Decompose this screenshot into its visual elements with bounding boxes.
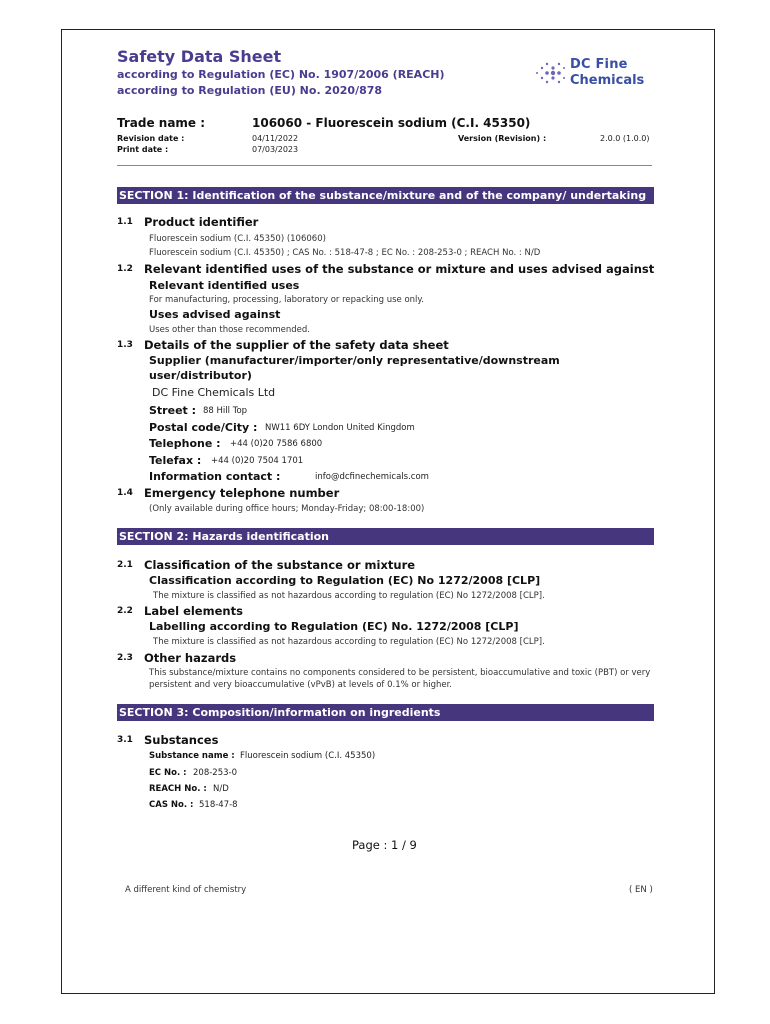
version-label: Version (Revision) : (458, 134, 547, 143)
subheading: Labelling according to Regulation (EC) No. 1272/2008 [CLP] (149, 620, 519, 633)
section-number: 1.2 (117, 264, 133, 274)
section-number: 2.1 (117, 560, 133, 570)
regulation-eu: according to Regulation (EU) No. 2020/878 (117, 84, 383, 97)
company-logo-icon (534, 60, 568, 86)
print-date-label: Print date : (117, 145, 169, 154)
body-text: This substance/mixture contains no components considered to be persistent, bioaccumulative and toxic (PBT) or very (149, 668, 651, 678)
telephone-value: +44 (0)20 7586 6800 (230, 439, 323, 449)
body-text: The mixture is classified as not hazardous according to regulation (EC) No 1272/2008 [CLP]. (153, 591, 545, 601)
footer-language: ( EN ) (629, 885, 653, 895)
substance-name-label: Substance name : (149, 751, 235, 761)
document-page (61, 29, 715, 994)
revision-date-value: 04/11/2022 (252, 134, 299, 143)
supplier-company-name: DC Fine Chemicals Ltd (152, 386, 276, 399)
body-text: For manufacturing, processing, laboratory or repacking use only. (149, 295, 424, 305)
section-number: 1.3 (117, 340, 133, 350)
telefax-label: Telefax : (149, 454, 202, 467)
body-text: (Only available during office hours; Monday-Friday; 08:00-18:00) (149, 504, 425, 514)
telefax-value: +44 (0)20 7504 1701 (211, 456, 304, 466)
section-2-header: SECTION 2: Hazards identification (117, 528, 654, 545)
logo-text-line2: Chemicals (570, 73, 645, 88)
footer-tagline: A different kind of chemistry (125, 885, 247, 895)
street-label: Street : (149, 404, 197, 417)
page-number: Page : 1 / 9 (352, 838, 417, 852)
logo-text-line1: DC Fine (570, 57, 628, 72)
section-number: 2.3 (117, 653, 133, 663)
information-contact-email[interactable]: info@dcfinechemicals.com (315, 472, 429, 482)
telephone-label: Telephone : (149, 437, 221, 450)
subsection-title: Label elements (144, 604, 243, 618)
subheading: Uses advised against (149, 308, 281, 321)
regulation-reach: according to Regulation (EC) No. 1907/2006 (REACH) (117, 68, 445, 81)
substance-name-value: Fluorescein sodium (C.I. 45350) (240, 751, 376, 761)
section-number: 2.2 (117, 606, 133, 616)
subheading: Relevant identified uses (149, 279, 300, 292)
subsection-title: Other hazards (144, 651, 237, 665)
trade-name-label: Trade name : (117, 116, 206, 130)
subsection-title: Details of the supplier of the safety data sheet (144, 338, 449, 352)
trade-name-value: 106060 - Fluorescein sodium (C.I. 45350) (252, 116, 531, 130)
document-title: Safety Data Sheet (117, 47, 282, 66)
subsection-title: Product identifier (144, 215, 259, 229)
section-number: 3.1 (117, 735, 133, 745)
reach-number-label: REACH No. : (149, 784, 207, 794)
subsection-title: Classification of the substance or mixture (144, 558, 416, 572)
postal-code-label: Postal code/City : (149, 421, 258, 434)
subheading: Supplier (manufacturer/importer/only representative/downstream (149, 354, 560, 367)
version-value: 2.0.0 (1.0.0) (600, 134, 650, 143)
section-number: 1.4 (117, 488, 133, 498)
information-contact-label: Information contact : (149, 470, 281, 483)
cas-number-label: CAS No. : (149, 800, 194, 810)
product-identifiers-line: Fluorescein sodium (C.I. 45350) ; CAS No. : 518-47-8 ; EC No. : 208-253-0 ; REACH No. : N/D (149, 248, 541, 258)
print-date-value: 07/03/2023 (252, 145, 299, 154)
revision-date-label: Revision date : (117, 134, 185, 143)
section-3-header: SECTION 3: Composition/information on ingredients (117, 704, 654, 721)
ec-number-value: 208-253-0 (193, 768, 237, 778)
subheading: Classification according to Regulation (EC) No 1272/2008 [CLP] (149, 574, 541, 587)
section-1-header: SECTION 1: Identification of the substance/mixture and of the company/ undertaking (117, 187, 654, 204)
subsection-title: Substances (144, 733, 219, 747)
body-text: Uses other than those recommended. (149, 325, 310, 335)
subsection-title: Emergency telephone number (144, 486, 340, 500)
reach-number-value: N/D (213, 784, 229, 794)
subheading: user/distributor) (149, 369, 252, 382)
body-text: The mixture is classified as not hazardous according to regulation (EC) No 1272/2008 [CLP]. (153, 637, 545, 647)
street-value: 88 Hill Top (203, 406, 248, 416)
body-text: persistent and very bioaccumulative (vPvB) at levels of 0.1% or higher. (149, 680, 452, 690)
header-divider (117, 165, 652, 166)
postal-code-value: NW11 6DY London United Kingdom (265, 423, 415, 433)
subsection-title: Relevant identified uses of the substance or mixture and uses advised against (144, 262, 655, 276)
product-name-line: Fluorescein sodium (C.I. 45350) (106060) (149, 234, 326, 244)
section-number: 1.1 (117, 217, 133, 227)
ec-number-label: EC No. : (149, 768, 187, 778)
cas-number-value: 518-47-8 (199, 800, 238, 810)
